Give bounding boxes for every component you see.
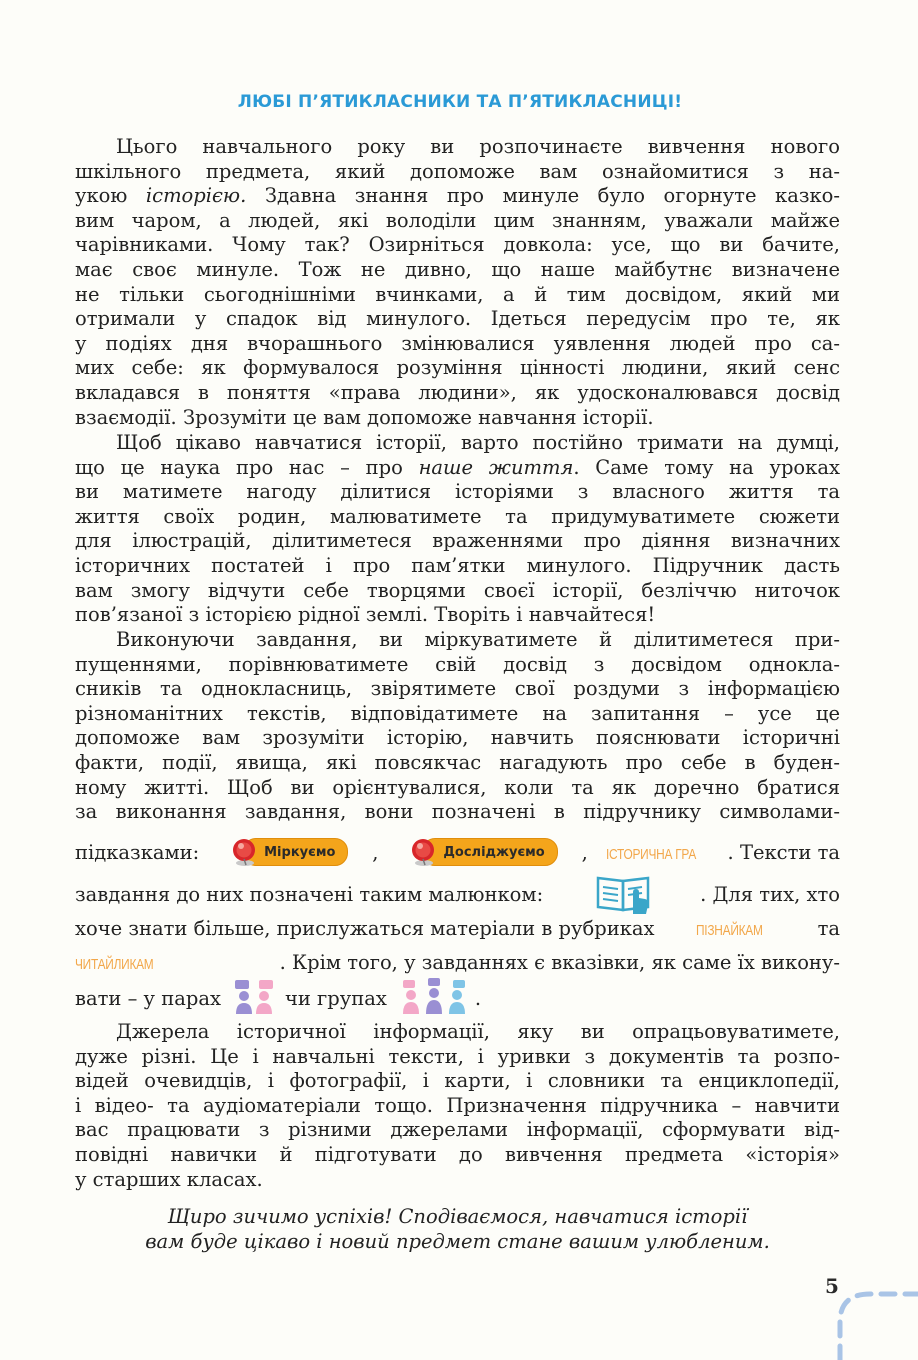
paragraph-1 [75, 135, 840, 430]
text-line: вим чаром, а людей, які володіли цим знанням, уважали майже [75, 208, 840, 232]
text-line: життя своїх родин, малюватимете та придумуватимете сюжети [75, 504, 840, 528]
text-line [75, 456, 840, 481]
text-span: . [474, 986, 482, 1010]
book-row [75, 872, 840, 916]
closing-line: вам буде цікаво і новий предмет стане вашим улюбленим. [145, 1229, 770, 1253]
badge-mirkuemo [243, 838, 348, 866]
badge-doslidzhuemo [422, 838, 557, 866]
text-line: не тільки сьогоднішніми вчинками, а й тим досвідом, який ми [75, 282, 840, 306]
text-span: . Саме тому на уроках [573, 455, 840, 479]
text-span: укою [75, 184, 146, 208]
tag-piznaikam: ПІЗНАЙКАМ [696, 922, 763, 939]
text-line: історичних постатей і про пам’ятки минулого. Підручник дасть [75, 553, 840, 577]
text-span: вати – у парах [75, 986, 221, 1010]
text-line: відей очевидців, і фотографії, і карти, і словники та енциклопедії, [75, 1069, 840, 1093]
book-hand-icon [595, 872, 653, 916]
text-line: вам змогу відчути себе творцями своєї історії, безліччю ниточок [75, 578, 840, 602]
text-span: хоче знати більше, прислужаться матеріали в рубриках [75, 916, 655, 940]
group-icon [399, 978, 469, 1018]
tag-wrap [696, 917, 776, 940]
text-line: у старших класах. [75, 1167, 263, 1191]
badge-label: Міркуємо [264, 844, 336, 860]
page-title: ЛЮБІ П’ЯТИКЛАСНИКИ ТА П’ЯТИКЛАСНИЦІ! [237, 92, 683, 112]
text-line: допоможе вам зрозуміти історію, навчить пояснювати історичні [75, 726, 840, 750]
emphasis-our-life: наше життя [418, 455, 574, 479]
text-line: Виконуючи завдання, ви міркуватимете й ділитиметеся при- [116, 628, 840, 651]
text-line: дуже різні. Це і навчальні тексти, і уривки з документів та розпо- [75, 1044, 840, 1068]
text-line: для ілюстрацій, ділитиметеся враженнями про діяння визначних [75, 529, 840, 553]
paragraph-2 [75, 431, 840, 628]
text-line [75, 184, 840, 209]
text-line: шкільного предмета, який допоможе вам ознайомитися з на- [75, 159, 840, 183]
symbols-row [75, 835, 840, 869]
text-span: підказками: [75, 840, 200, 864]
paragraph-3 [75, 628, 840, 825]
text-line: різноманітних текстів, відповідатимете на запитання – усе це [75, 701, 840, 725]
text-line: має своє минуле. Тож не дивно, що наше майбутнє визначене [75, 257, 840, 281]
text-span: , [581, 840, 588, 864]
text-span: Здавна знання про минуле було огорнуте казко- [246, 184, 840, 208]
text-line: вкладався в поняття «права людини», як удосконалювався досвід [75, 380, 840, 404]
text-line: у подіях дня вчорашнього змінювалися уявлення людей про са- [75, 331, 840, 355]
tag-istorychna-hra: ІСТОРИЧНА ГРА [605, 846, 696, 863]
text-span: чи групах [284, 986, 387, 1010]
text-span: що це наука про нас – про [75, 455, 419, 479]
tag-wrap [606, 841, 710, 864]
badge-label: Досліджуємо [443, 844, 545, 860]
text-line: повідні навички й підготувати до вивчення предмета «історія» [75, 1142, 840, 1166]
text-line: мих себе: як формувалося розуміння цінності людини, який сенс [75, 356, 840, 380]
closing-line: Щиро зичимо успіхів! Сподіваємося, навчатися історії [167, 1205, 748, 1228]
text-span: . Для тих, хто [700, 882, 840, 906]
tag-chytailykam: ЧИТАЙЛИКАМ [75, 956, 154, 973]
text-line: ному житті. Щоб ви орієнтувалися, коли та як доречно братися [75, 775, 840, 799]
text-span: та [817, 916, 840, 940]
text-line: і відео- та аудіоматеріали тощо. Призначення підручника – навчити [75, 1093, 840, 1117]
text-span: , [372, 840, 379, 864]
rubric-row-2 [75, 948, 840, 976]
text-line: вас працювати з різними джерелами інформації, сформувати від- [75, 1118, 840, 1142]
tag-wrap [75, 951, 167, 974]
closing-wish [75, 1205, 840, 1254]
text-line: Джерела історичної інформації, яку ви опрацьовуватимете, [116, 1020, 840, 1043]
text-line: пущеннями, порівнюватимете свій досвід з досвідом однокла- [75, 652, 840, 676]
text-span: завдання до них позначені таким малюнком: [75, 882, 544, 906]
text-line: ви матимете нагоду ділитися історіями з власного життя та [75, 480, 840, 504]
emphasis-history: історією. [145, 184, 247, 208]
pushpin-icon [230, 837, 260, 867]
corner-decoration-icon [830, 1282, 918, 1360]
text-span: . Тексти та [727, 840, 840, 864]
text-line: Цього навчального року ви розпочинаєте вивчення нового [116, 135, 840, 158]
paragraph-4 [75, 1020, 840, 1192]
pair-icon [233, 978, 277, 1018]
text-span: . Крім того, у завданнях є вказівки, як саме їх викону- [279, 950, 840, 974]
text-line: сників та однокласниць, звірятимете свої роздуми з інформацією [75, 677, 840, 701]
text-line: Щоб цікаво навчатися історії, варто постійно тримати на думці, [116, 431, 840, 454]
text-line: пов’язаної з історією рідної землі. Творіть і навчайтеся! [75, 603, 656, 627]
pushpin-icon [409, 837, 439, 867]
text-line: отримали у спадок від минулого. Ідеться передусім про те, як [75, 307, 840, 331]
rubric-row [75, 914, 840, 942]
text-line: факти, події, явища, які повсякчас нагадують про себе в буден- [75, 750, 840, 774]
page-number: 5 [825, 1274, 839, 1298]
text-line: взаємодії. Зрозуміти це вам допоможе навчання історії. [75, 405, 654, 429]
text-line: за виконання завдання, вони позначені в підручнику символами- [75, 800, 840, 824]
pair-group-row [75, 976, 840, 1020]
text-line: чарівниками. Чому так? Озирніться довкола: усе, що ви бачите, [75, 233, 840, 257]
